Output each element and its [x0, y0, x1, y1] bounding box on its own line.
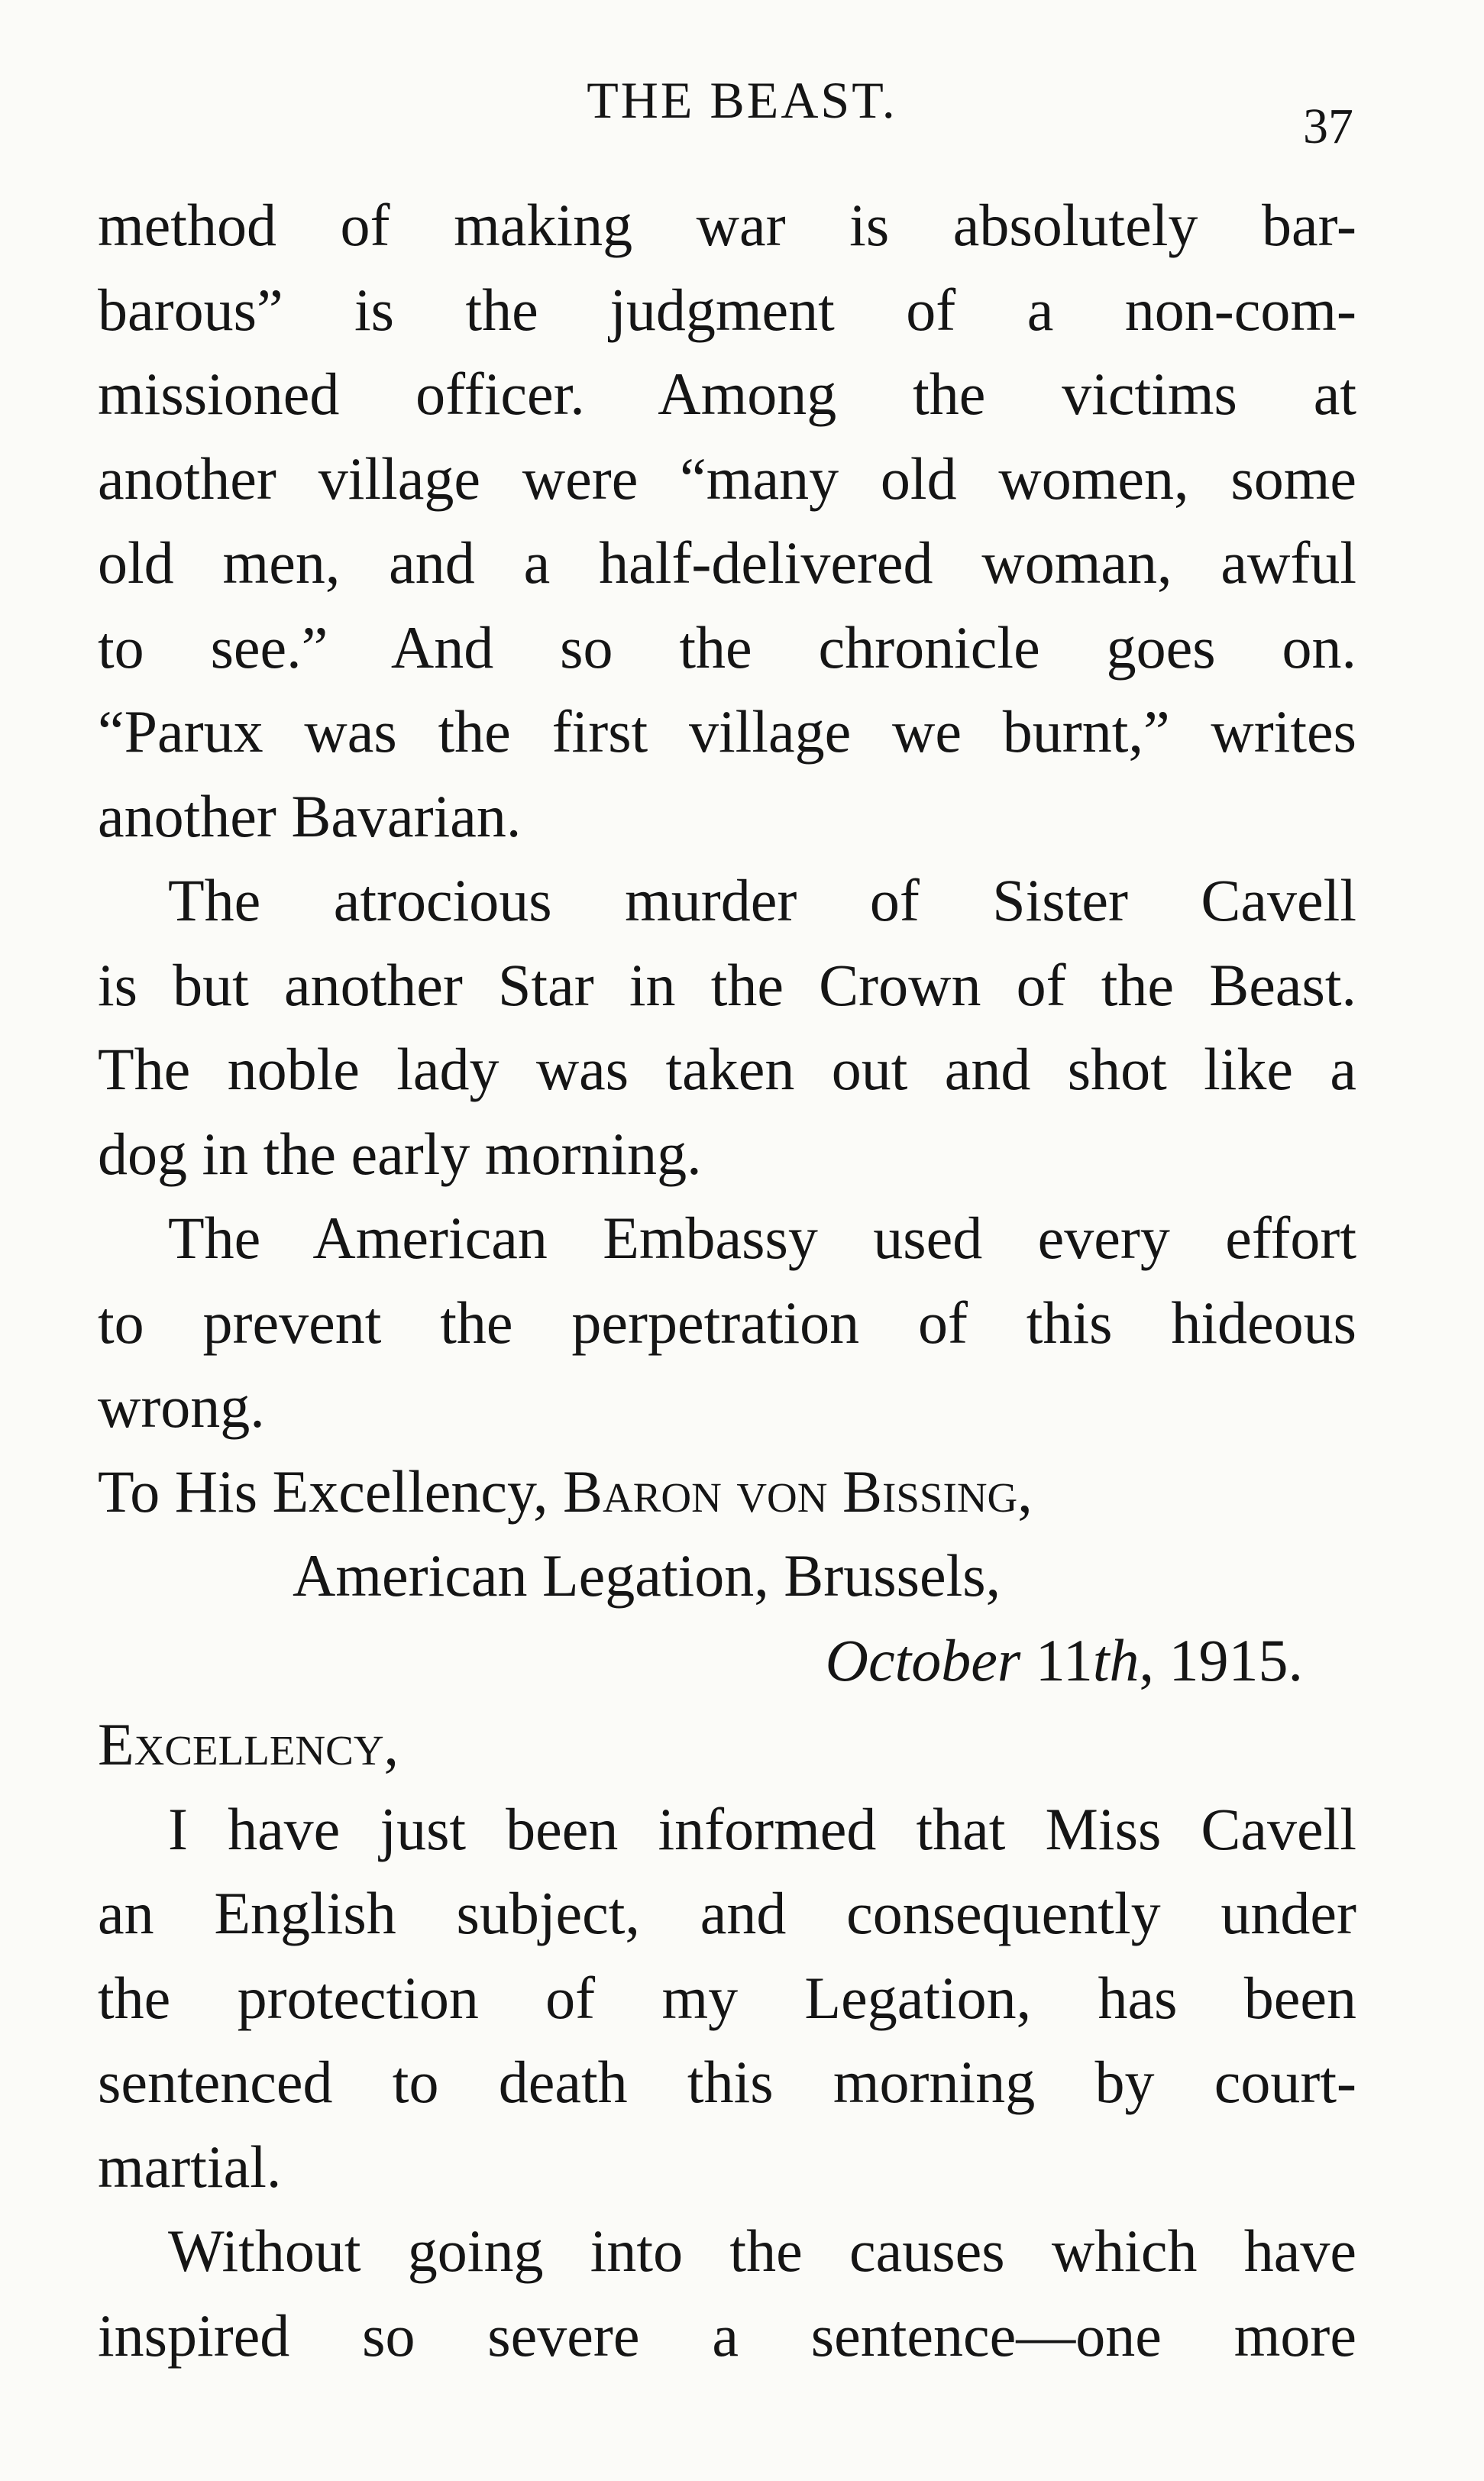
text-line: The noble lady was taken out and shot like a [98, 1036, 1356, 1102]
addressee-prefix: To His Excellency, [98, 1457, 563, 1525]
letter-greeting: Excellency, [98, 1711, 399, 1777]
text-line: Without going into the causes which have [168, 2217, 1356, 2284]
text-line: old men, and a half-delivered woman, awful [98, 529, 1356, 596]
date-ordinal: th [1092, 1626, 1140, 1693]
text-line: The American Embassy used every effort [168, 1205, 1356, 1271]
text-line: martial. [98, 2133, 282, 2200]
text-line: another Bavarian. [98, 782, 522, 849]
letter-paragraph-1 [98, 1787, 1356, 2210]
text-line: sentenced to death this morning by court- [98, 2049, 1356, 2115]
text-line: The atrocious murder of Sister Cavell [168, 867, 1356, 933]
text-line: inspired so severe a sentence—one more [98, 2301, 1356, 2369]
text-line: “Parux was the first village we burnt,” writes [98, 698, 1356, 765]
text-line: an English subject, and consequently under [98, 1880, 1356, 1946]
date-year: , 1915. [1139, 1626, 1303, 1693]
text-line: the protection of my Legation, has been [98, 1964, 1356, 2031]
letter-paragraph-2 [98, 2209, 1356, 2378]
paragraph-2 [98, 859, 1356, 1196]
letter-date [98, 1619, 1356, 1703]
text-line: wrong. [98, 1373, 265, 1440]
text-line: method of making war is absolutely bar- [98, 192, 1356, 258]
date-day: 11 [1035, 1626, 1093, 1693]
addressee-line [98, 1450, 1356, 1535]
page-number: 37 [1303, 99, 1353, 154]
text-line: to see.” And so the chronicle goes on. [98, 613, 1356, 681]
text-line: dog in the early morning. [98, 1120, 702, 1187]
letter-heading [98, 1450, 1356, 1787]
sender-place: American Legation, Brussels, [293, 1542, 1001, 1609]
running-title: THE BEAST. [587, 71, 897, 129]
paragraph-3 [98, 1196, 1356, 1450]
text-line: is but another Star in the Crown of the Beast. [98, 951, 1356, 1018]
text-line: barous” is the judgment of a non-com- [98, 276, 1356, 343]
text-line: I have just been informed that Miss Cavell [168, 1795, 1356, 1862]
paragraph-1 [98, 183, 1356, 859]
text-line: to prevent the perpetration of this hideous [98, 1289, 1356, 1356]
body-text [98, 183, 1356, 2378]
text-line: another village were “many old women, some [98, 445, 1356, 512]
date-month: October [825, 1626, 1021, 1693]
text-line: missioned officer. Among the victims at [98, 361, 1356, 427]
addressee-name: Baron von Bissing, [562, 1457, 1033, 1525]
